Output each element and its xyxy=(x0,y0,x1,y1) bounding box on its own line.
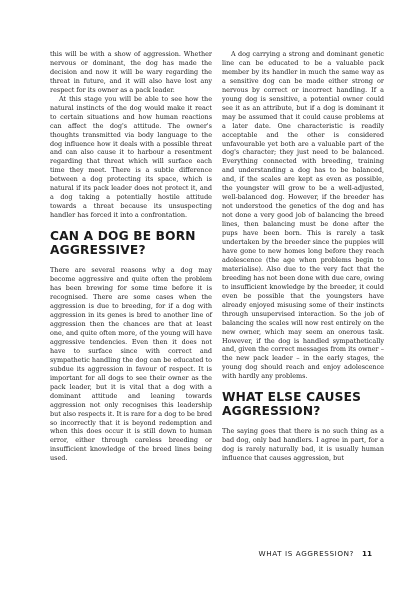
page-footer xyxy=(0,549,372,558)
section-heading: WHAT ELSE CAUSES AGGRESSION? xyxy=(222,390,362,418)
body-paragraph: this will be with a show of aggression. Whether nervous or dominant, the dog has made the decision and now it will be wary regarding the threat in future, and it will also have lost any respect for its owner as a pack leader. xyxy=(50,50,212,94)
left-column xyxy=(50,50,212,463)
body-paragraph: The saying goes that there is no such thing as a bad dog, only bad handlers. I agree in part, for a dog is rarely naturally bad, it is usually human influence that causes aggression, but xyxy=(222,427,384,463)
section-heading: CAN A DOG BE BORN AGGRESSIVE? xyxy=(50,229,196,257)
running-head: WHAT IS AGGRESSION? xyxy=(258,549,354,558)
page-number: 11 xyxy=(361,549,372,558)
right-column xyxy=(222,50,384,463)
body-paragraph: A dog carrying a strong and dominant genetic line can be educated to be a valuable pack member by its handler in much the same way as a sensitive dog can be made either strong or nervous by correct or incorrect handling. If a young dog is sensitive, a potential owner could see it as an attribute, but if a dog is dominant it may be assumed that it could cause problems at a later date. One characteristic is readily acceptable and the other is considered unfavourable yet both are a valuable part of the dog's character; they just need to be balanced. Everything connected with breeding, training and understanding a dog has to be balanced, and, if the scales are kept as even as possible, the youngster will grow to be a well-adjusted, well-balanced dog. However, if the breeder has not understood the genetics of the dog and has not done a very good job of balancing the breed lines, then balancing must be done after the pups have been born. This is rarely a task undertaken by the breeder since the puppies will have gone to new homes long before they reach adolescence (the age when problems begin to materialise). Also due to the very fact that the breeding has not been done with due care, owing to insufficient knowledge by the breeder, it could even be possible that the youngsters have already enjoyed misusing some of their instincts through unsupervised interaction. So the job of balancing the scales will now rest entirely on the new owner, which may seem an onerous task. However, if the dog is handled sympathetically and, given the correct messages from its owner – the new pack leader – in the early stages, the young dog should reach and enjoy adolescence with hardly any problems. xyxy=(222,50,384,381)
body-paragraph: At this stage you will be able to see how the natural instincts of the dog would make it react to certain situations and how human reactions can affect the dog's attitude. The owner's thoughts transmitted via body language to the dog influence how it deals with a possible threat and can also cause it to harbour a resentment regarding that threat which will surface each time they meet. There is a subtle difference between a dog protecting its space, which is natural if its pack leader does not protect it, and a dog taking a potentially hostile attitude towards a threat because its unsuspecting handler has forced it into a confrontation. xyxy=(50,94,212,220)
body-paragraph: There are several reasons why a dog may become aggressive and quite often the problem has been brewing for some time before it is recognised. There are some cases when the aggression is due to breeding, for if a dog with aggression in its genes is bred to another line of aggression then the chances are that at least one, and quite often more, of the young will have aggressive tendencies. Even then it does not have to surface since with correct and sympathetic handling the dog can be educated to subdue its aggression in favour of respect. It is important for all dogs to see their owner as the pack leader, but it is vital that a dog with a dominant attitude and leaning towards aggression not only recognises this leadership but also respects it. It is rare for a dog to be bred so incorrectly that it is beyond redemption and when this does occur it is still down to human error, either through careless breeding or insufficient knowledge of the breed lines being used. xyxy=(50,266,212,463)
